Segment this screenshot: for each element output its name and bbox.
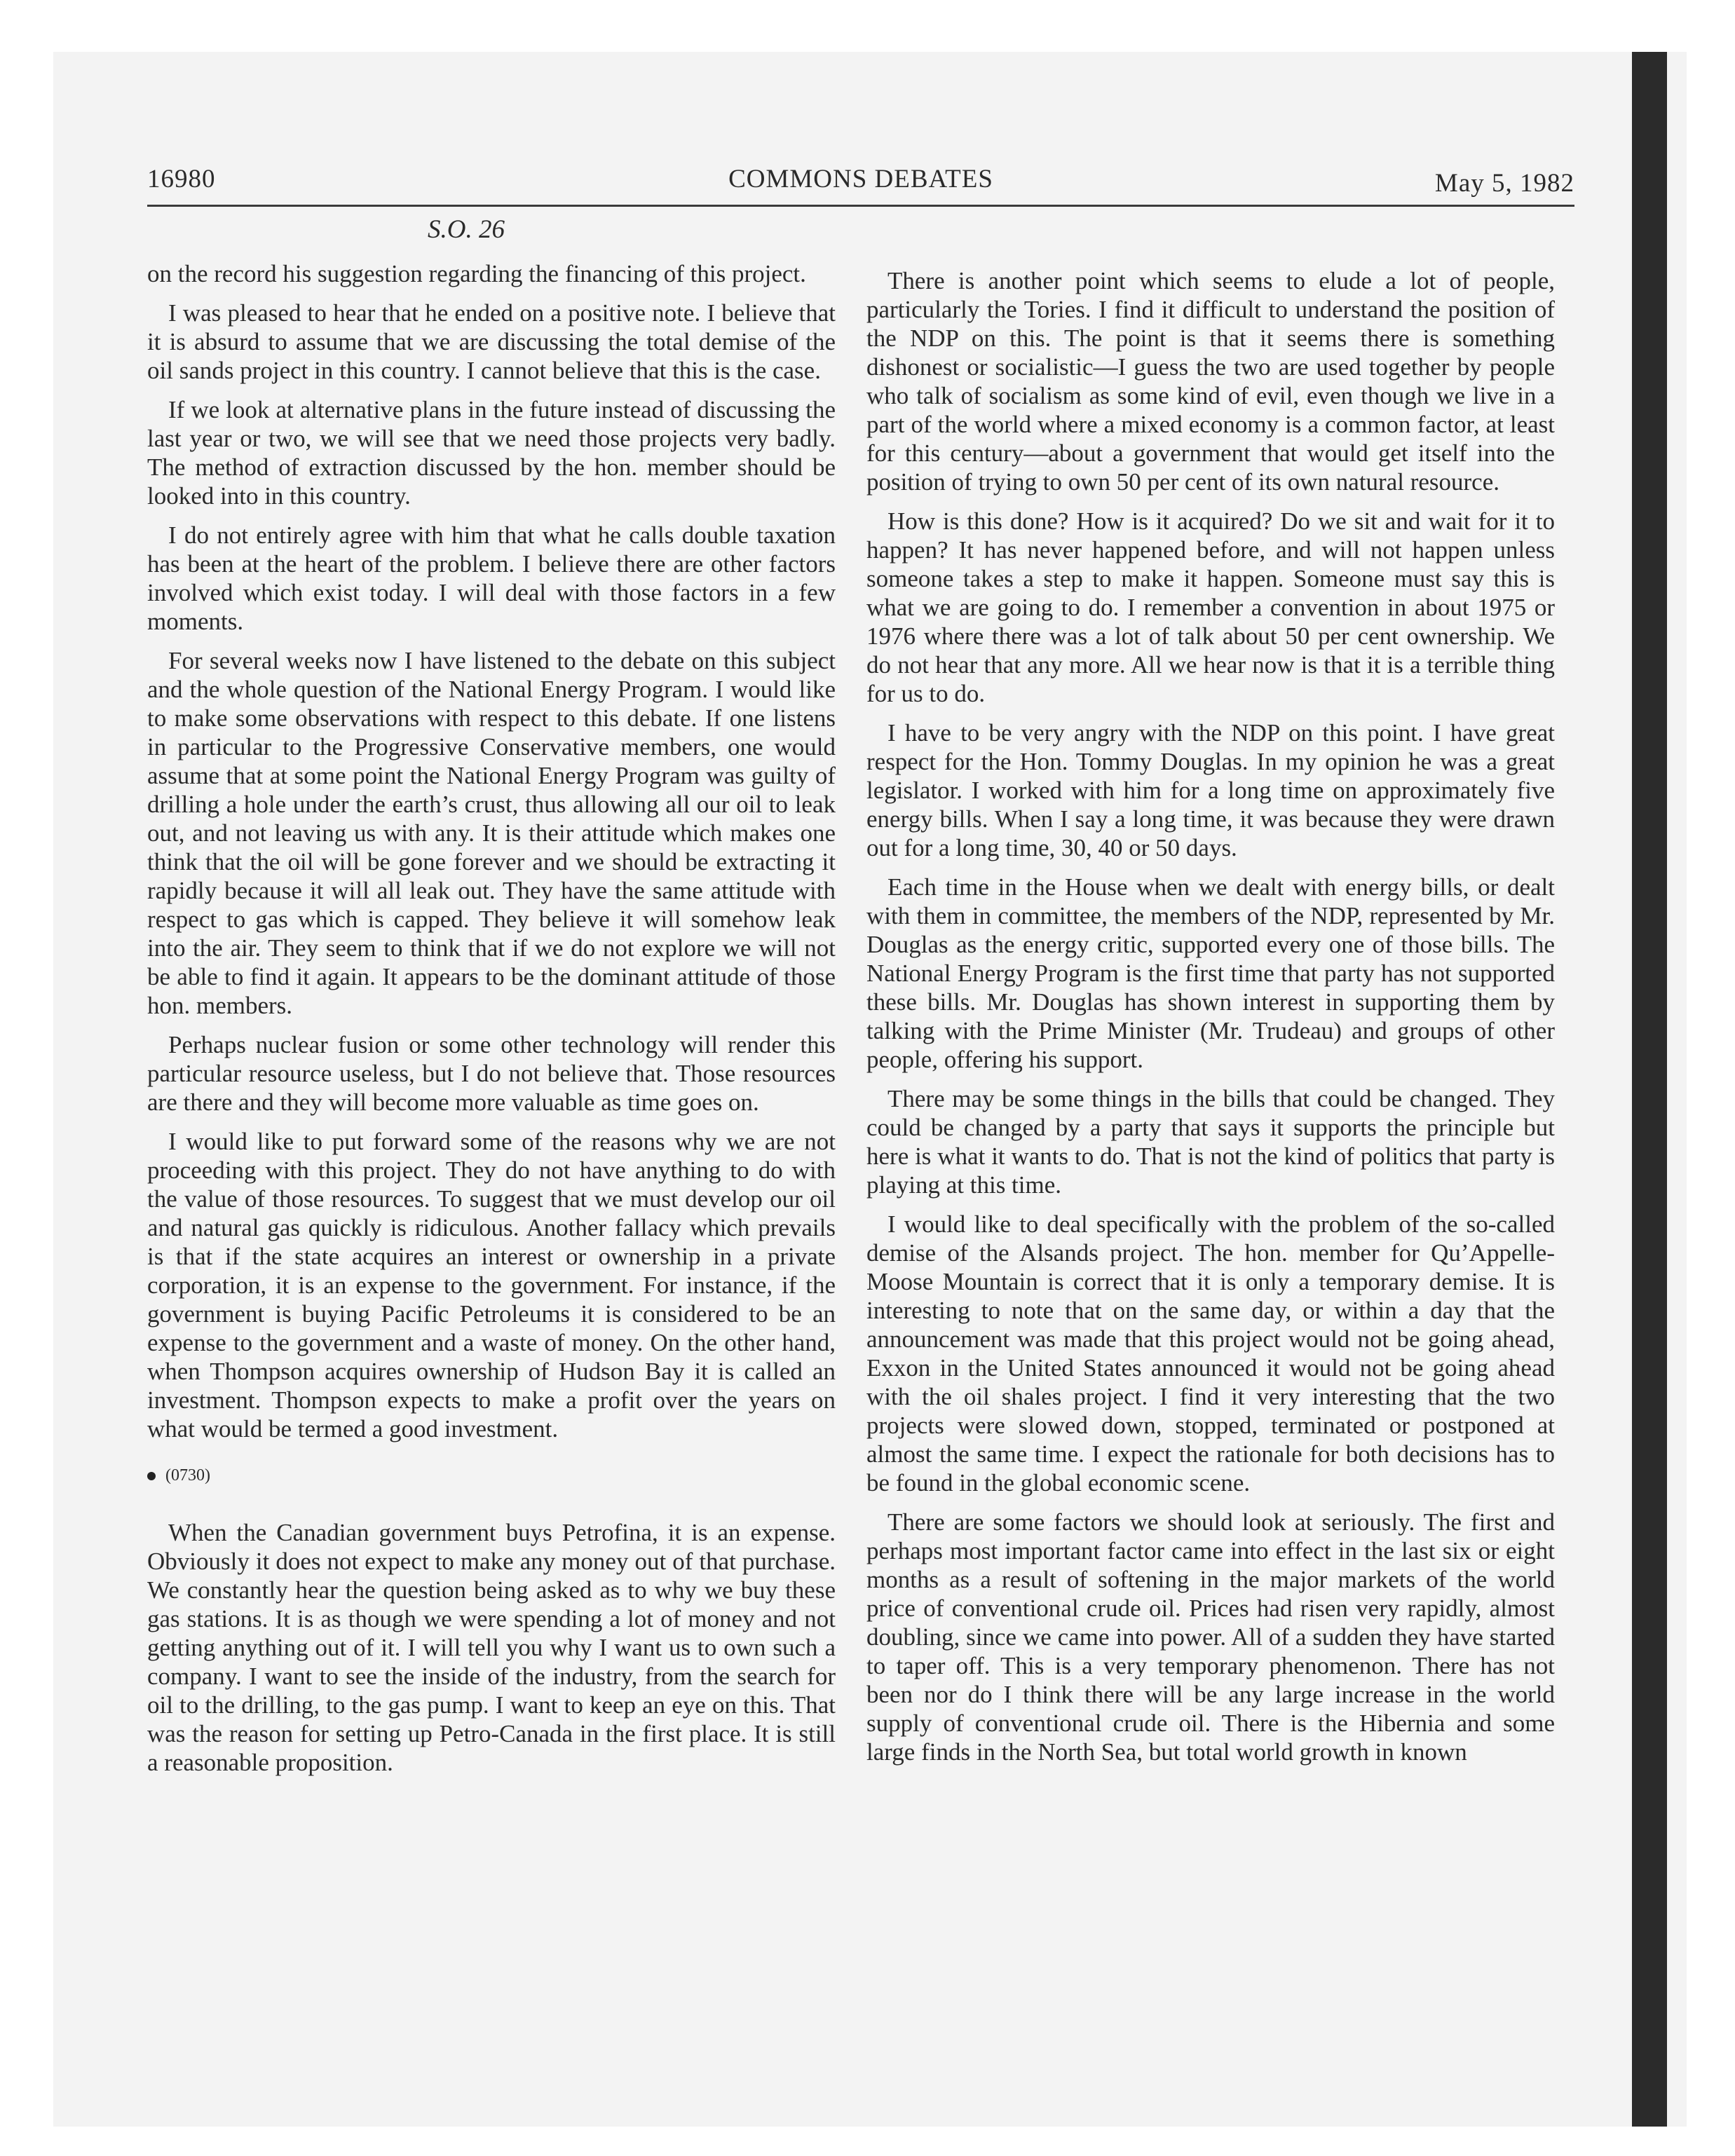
paragraph: I would like to put forward some of the reasons why we are not proceeding with this project. They do not have anything to do with the value of those resources. To suggest that we must develop our oil and natural gas quickly is ridiculous. Another fallacy which prevails is that if the state acquires an interest or ownership in a private corporation, it is an expense to the government. For instance, if the government is buying Pacific Petroleums it is considered to be an expense to the government and a waste of money. On the other hand, when Thompson acquires ownership of Hudson Bay it is called an investment. Thompson expects to make a profit over the years on what would be termed a good investment. — [147, 1128, 836, 1442]
paragraph: Perhaps nuclear fusion or some other technology will render this particular resource useless, but I do not believe that. Those resources are there and they will become more valuable as time goes on. — [147, 1031, 836, 1116]
paragraph: How is this done? How is it acquired? Do we sit and wait for it to happen? It has never happened before, and will not happen unless someone takes a step to make it happen. Someone must say this is what we are going to do. I remember a convention in about 1975 or 1976 where there was a lot of talk about 50 per cent ownership. We do not hear that any more. All we hear now is that it is a terrible thing for us to do. — [866, 507, 1555, 707]
paragraph: on the record his suggestion regarding the financing of this project. — [147, 260, 806, 287]
paragraph: I do not entirely agree with him that what he calls double taxation has been at the heart of the problem. I believe there are other factors involved which exist today. I will deal with those factors in a few moments. — [147, 521, 836, 635]
section-label: S.O. 26 — [428, 215, 505, 244]
paragraph: There may be some things in the bills that could be changed. They could be changed by a party that says it supports the principle but here is what it wants to do. That is not the kind of politics that party is playing at this time. — [866, 1085, 1555, 1199]
paragraph: If we look at alternative plans in the future instead of discussing the last year or two, we will see that we need those projects very badly. The method of extraction discussed by the hon. member should be looked into in this country. — [147, 396, 836, 510]
publication-date: May 5, 1982 — [1434, 169, 1574, 198]
paragraph: When the Canadian government buys Petrofina, it is an expense. Obviously it does not expect to make any money out of that purchase. We constantly hear the question being asked as to why we buy these gas stations. It is as though we were spending a lot of money and not getting anything out of it. I will tell you why I want us to own such a company. I want to see the inside of the industry, from the search for oil to the drilling, to the gas pump. I want to keep an eye on this. That was the reason for setting up Petro-Canada in the first place. It is still a reasonable proposition. — [147, 1519, 836, 1776]
paragraph: For several weeks now I have listened to the debate on this subject and the whole question of the National Energy Program. I would like to make some observations with respect to this debate. If one listens in particular to the Progressive Conservative members, one would assume that at some point the National Energy Program was guilty of drilling a hole under the earth’s crust, thus allowing all our oil to leak out, and not leaving us with any. It is their attitude which makes one think that the oil will be gone forever and we should be extracting it rapidly because it will all leak out. They have the same attitude with respect to gas which is capped. They believe it will somehow leak into the air. They seem to think that if we do not explore we will not be able to find it again. It appears to be the dominant attitude of those hon. members. — [147, 647, 836, 1019]
right-column — [866, 266, 1555, 1777]
paragraph: Each time in the House when we dealt with energy bills, or dealt with them in committee, the members of the NDP, represented by Mr. Douglas as the energy critic, supported every one of those bills. The National Energy Program is the first time that party has not supported these bills. Mr. Douglas has shown interest in supporting them by talking with the Prime Minister (Mr. Trudeau) and groups of other people, offering his support. — [866, 873, 1555, 1073]
page-number: 16980 — [147, 165, 216, 193]
paragraph: There is another point which seems to elude a lot of people, particularly the Tories. I find it difficult to understand the position of the NDP on this. The point is that it seems there is something dishonest or socialistic—I guess the two are used together by people who talk of socialism as some kind of evil, even though we live in a part of the world where a mixed economy is a common factor, at least for this century—about a government that would get itself into the position of trying to own 50 per cent of its own natural resource. — [866, 267, 1555, 496]
paragraph: I would like to deal specifically with the problem of the so-called demise of the Alsands project. The hon. member for Qu’Appelle-Moose Mountain is correct that it is only a temporary demise. It is interesting to note that on the same day, or within a day that the announcement was made that this project would not be going ahead, Exxon in the United States announced it would not be going ahead with the oil shales project. I find it very interesting that the two projects were slowed down, stopped, terminated or postponed at almost the same time. I expect the rationale for both decisions has to be found in the global economic scene. — [866, 1210, 1555, 1496]
time-marker-text: (0730) — [165, 1466, 210, 1485]
scan-edge — [1632, 52, 1667, 2127]
publication-title: COMMONS DEBATES — [728, 165, 993, 193]
paragraph: I have to be very angry with the NDP on this point. I have great respect for the Hon. Tommy Douglas. In my opinion he was a great legislator. I worked with him for a long time on approximately five energy bills. When I say a long time, it was because they were drawn out for a long time, 30, 40 or 50 days. — [866, 719, 1555, 861]
page-header — [147, 163, 1574, 207]
paragraph: There are some factors we should look at seriously. The first and perhaps most important factor came into effect in the last six or eight months as a result of softening in the major markets of the world price of conventional crude oil. Prices had risen very rapidly, almost doubling, since we came into power. All of a sudden they have started to taper off. This is a very temporary phenomenon. There has not been nor do I think there will be any large increase in the world supply of conventional crude oil. There is the Hibernia and some large finds in the North Sea, but total world growth in known — [866, 1508, 1555, 1766]
bullet-icon — [147, 1472, 156, 1480]
time-marker — [147, 1461, 836, 1490]
left-column — [147, 259, 836, 1787]
paragraph: I was pleased to hear that he ended on a positive note. I believe that it is absurd to assume that we are discussing the total demise of the oil sands project in this country. I cannot believe that this is the case. — [147, 299, 836, 384]
